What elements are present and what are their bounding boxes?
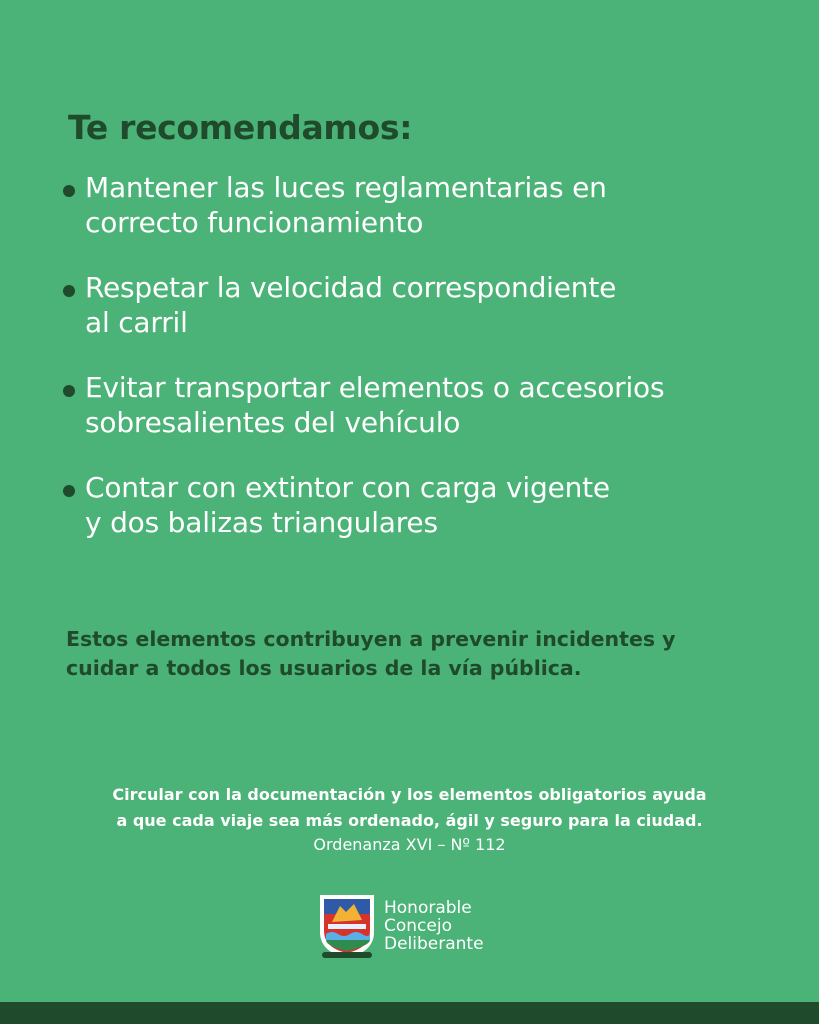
bullet-icon [63, 185, 75, 197]
closing-line: Circular con la documentación y los elementos obligatorios ayuda [112, 785, 707, 804]
recommendation-text: Respetar la velocidad correspondiente [85, 271, 617, 304]
ordinance-reference: Ordenanza XVI – Nº 112 [313, 835, 506, 854]
bullet-icon [63, 385, 75, 397]
bullet-icon [63, 485, 75, 497]
summary-line: Estos elementos contribuyen a prevenir incidentes y [66, 626, 676, 651]
recommendation-text: Contar con extintor con carga vigente [85, 471, 610, 504]
crest-icon [316, 892, 378, 960]
list-item [58, 170, 803, 240]
recommendation-text: al carril [85, 306, 188, 339]
page-title: Te recomendamos: [68, 108, 413, 147]
list-item [58, 370, 803, 440]
bullet-icon [63, 285, 75, 297]
recommendation-text: Evitar transportar elementos o accesorios [85, 371, 665, 404]
organization-name-line: Concejo [384, 916, 452, 936]
closing-line: a que cada viaje sea más ordenado, ágil y seguro para la ciudad. [116, 811, 703, 830]
list-item [58, 270, 803, 340]
organization-logo [316, 892, 516, 960]
recommendation-text: y dos balizas triangulares [85, 506, 438, 539]
closing-message [0, 782, 819, 834]
summary-text [66, 625, 786, 683]
recommendation-text: Mantener las luces reglamentarias en [85, 171, 607, 204]
summary-line: cuidar a todos los usuarios de la vía pública. [66, 655, 582, 680]
organization-name [384, 899, 484, 953]
organization-name-line: Deliberante [384, 934, 484, 954]
recommendation-text: sobresalientes del vehículo [85, 406, 461, 439]
recommendation-text: correcto funcionamiento [85, 206, 424, 239]
list-item [58, 470, 803, 540]
recommendation-list [58, 170, 803, 570]
footer-bar [0, 1002, 819, 1024]
organization-name-line: Honorable [384, 898, 472, 918]
